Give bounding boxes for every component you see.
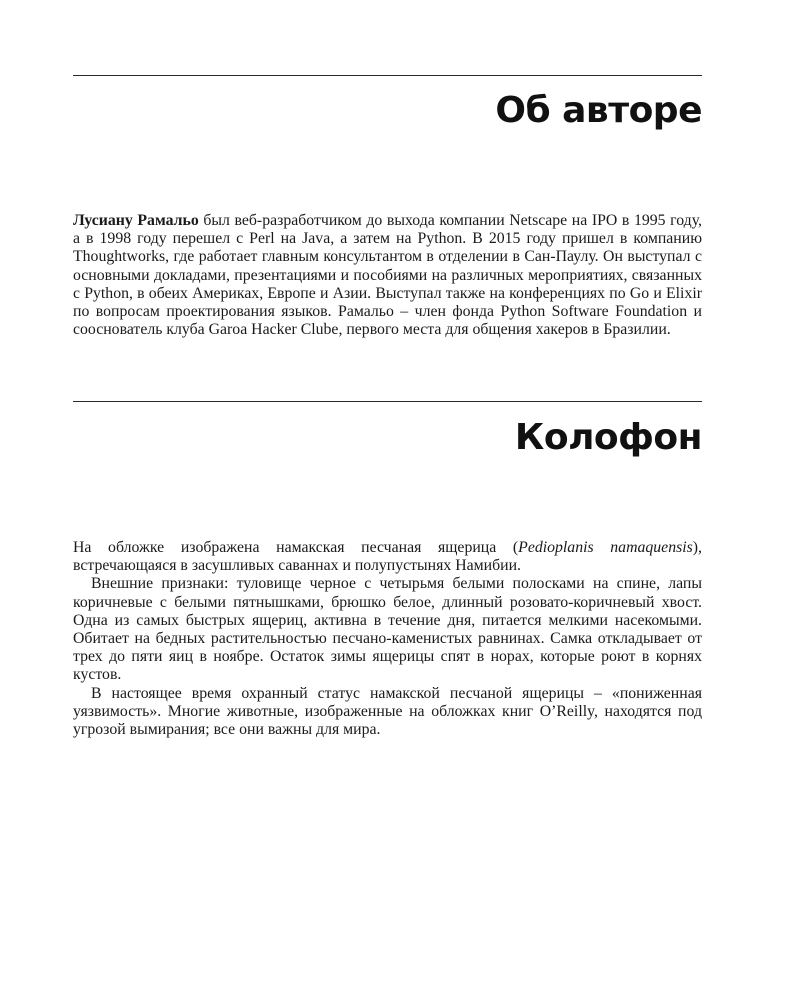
section-divider-about [73, 75, 702, 76]
about-body [73, 212, 702, 339]
colophon-p1-after: ), встречающаяся в засушливых саваннах и полупустынях Намибии. [73, 539, 702, 575]
colophon-paragraph-1 [73, 539, 702, 575]
colophon-paragraph-3: В настоящее время охранный статус намакской песчаной ящерицы – «пониженная уязвимость». Многие животные, изображенные на обложках книг O’Reilly, находятся под угрозой вымирания; все они важны для мира. [73, 684, 702, 739]
colophon-heading: Колофон [514, 417, 702, 458]
colophon-p1-before: На обложке изображена намакская песчаная ящерица ( [73, 539, 519, 556]
about-heading: Об авторе [495, 90, 702, 131]
author-bio: был веб-разработчиком до выхода компании Netscape на IPO в 1995 году, а в 1998 году перешел с Perl на Java, а затем на Python. В 2015 году пришел в компанию Thoughtworks, где работает главным консультантом в отделении в Сан-Паулу. Он выступал с основными докладами, презентациями и пособиями на различных мероприятиях, связанных с Python, в обеих Америках, Европе и Азии. Выступал также на конференциях по Go и Elixir по вопросам проектирования языков. Рамальо – член фонда Python Software Foundation и сооснователь клуба Garoa Hacker Clube, первого места для общения хакеров в Бразилии. [73, 212, 702, 339]
latin-species-name: Pedioplanis namaquensis [518, 539, 693, 556]
about-paragraph [73, 212, 702, 339]
colophon-paragraph-2: Внешние признаки: туловище черное с четырьмя белыми полосками на спине, лапы коричневые с белыми пятнышками, брюшко белое, длинный розовато-коричневый хвост. Одна из самых быстрых ящериц, активна в течение дня, питается мелкими насекомыми. Обитает на бедных растительностью песчано-каменистых равнинах. Самка откладывает от трех до пяти яиц в ноябре. Остаток зимы ящерицы спят в норах, которые роют в корнях кустов. [73, 575, 702, 684]
author-name: Лусиану Рамальо [73, 212, 199, 229]
section-divider-colophon [73, 401, 702, 402]
colophon-body [73, 539, 702, 739]
